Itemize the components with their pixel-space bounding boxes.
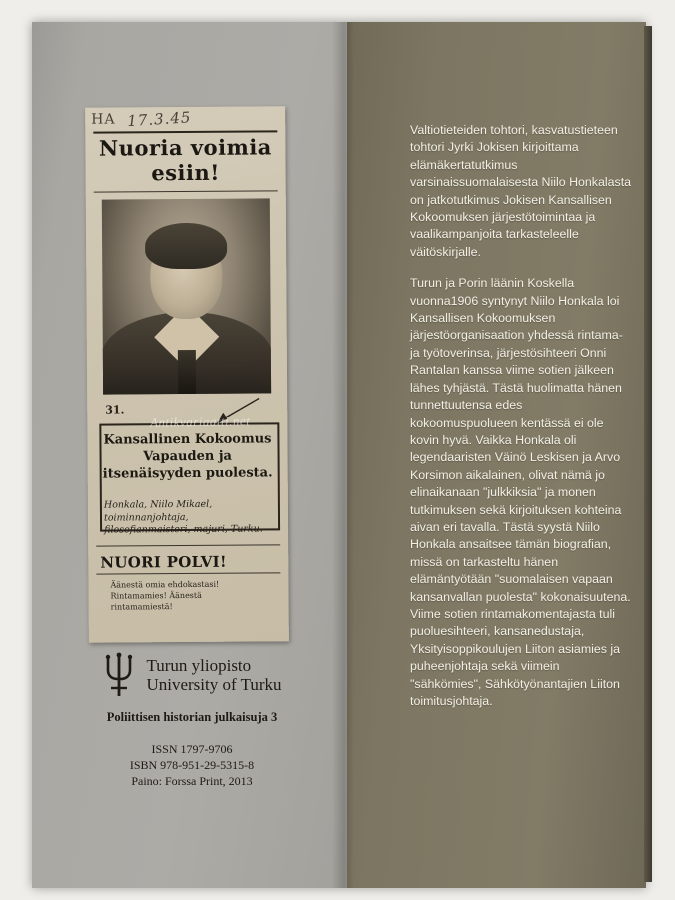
publisher-name-en: University of Turku (146, 675, 282, 694)
portrait-tie (178, 350, 196, 394)
clipping-footer-text: Äänestä omia ehdokastasi! Rintamamies! Äänestä rintamamiestä! (110, 579, 220, 612)
clipping-headline: Nuoria voimia esiin! (98, 134, 272, 186)
divider-below-subhead (96, 572, 280, 574)
blurb-paragraph-1: Valtiotieteiden tohtori, kasvatustieteen tohtori Jyrki Jokisen kirjoittama elämäkertatutkimus varsinaissuomalaisesta Niilo Honkalasta on jatkotutkimus Jokisen Kansallisen Kokoomuksen järjestötoimintaa ja vaalikampanjoita tarkasteleelle väitöskirjalle. (410, 123, 632, 259)
book-edge (644, 26, 652, 882)
book (32, 22, 646, 888)
party-slogan: Kansallinen Kokoomus Vapauden ja itsenäisyyden puolesta. (102, 431, 273, 482)
portrait-photo (102, 198, 271, 394)
divider-under-headline (94, 190, 278, 192)
publisher-block (72, 652, 312, 789)
portrait-hair (145, 223, 227, 270)
handwriting-mark: HA (91, 111, 116, 128)
publisher-name-fi: Turun yliopisto (146, 656, 252, 675)
issn: ISSN 1797-9706 (151, 742, 233, 756)
divider-above-subhead (96, 544, 280, 546)
university-trident-logo-icon (102, 652, 136, 698)
handwriting-date: 17.3.45 (126, 108, 192, 131)
candidate-caption: Honkala, Niilo Mikael, toiminnanjohtaja, filosofianmaisteri, majuri, Turku. (103, 498, 263, 536)
clipping-subhead: NUORI POLVI! (100, 552, 227, 572)
printer-line: Paino: Forssa Print, 2013 (131, 774, 253, 788)
divider-top (93, 130, 277, 133)
isbn: ISBN 978-951-29-5315-8 (129, 758, 255, 772)
series-title: Poliittisen historian julkaisuja 3 (106, 710, 278, 724)
back-cover-blurb (410, 122, 632, 724)
candidate-number: 31. (105, 403, 125, 417)
watermark: Antikvariaatti.net (149, 413, 251, 430)
newspaper-clipping (85, 106, 289, 642)
pen-arrow-mark (207, 396, 263, 424)
blurb-paragraph-2: Turun ja Porin läänin Koskella vuonna1906 syntynyt Niilo Honkala loi Kansallisen Kokoomuksen järjestöorganisaation yhdessä rintama- ja työtoverinsa, järjestösihteeri Onni Rantalan kanssa viime sotien jälkeen lähes tyhjästä. Tästä huolimatta hänen tunnettuutensa edes kokoomuspuolueen kentässä ei ole kovin hyvä. Vaikka Honkala oli legendaaristen Väinö Leskisen ja Arvo Korsimon aikalainen, olivat nämä jo elinaikanaan "julkkiksia" ja monen tutkimuksen sekä kirjoituksen kohteina aivan eri tavalla. Tästä syystä Niilo Honkala ansaitsee tämän biografian, missä on tarkasteltu hänen elämäntyötään "suomalaisen vapaan kansanvallan puolesta" kokonaisuutena. Viime sotien rintamakomentajasta tuli puoluesihteeri, kansanedustaja, Yksityisoppikoulujen Liiton asiamies ja puheenjohtaja sekä viimein "sähkömies", Sähkötyönantajien Liiton toimitusjohtaja. (410, 276, 631, 708)
